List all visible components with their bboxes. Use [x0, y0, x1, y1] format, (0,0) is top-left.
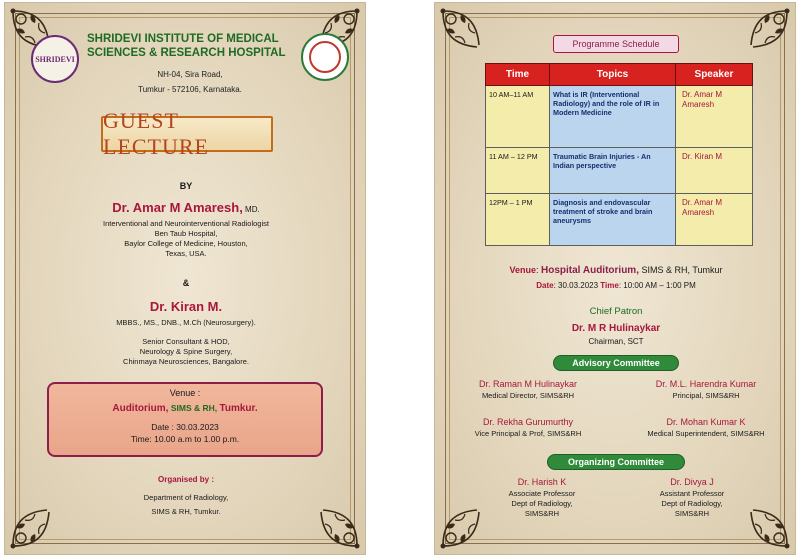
- speaker-description: [55, 219, 317, 260]
- schedule-speaker: Dr. Kiran M: [676, 148, 753, 194]
- table-row: [486, 86, 753, 148]
- ornament-corner-icon: [437, 5, 485, 53]
- venue-name: Auditorium,: [112, 403, 169, 414]
- schedule-table: [485, 63, 753, 246]
- member-role-line: SIMS&RH: [524, 508, 560, 518]
- page-title: GUEST LECTURE: [103, 108, 209, 159]
- invitation-page-right: [434, 2, 796, 555]
- time-label: Time: [600, 281, 619, 290]
- institute-name: SHRIDEVI INSTITUTE OF MEDICAL SCIENCES & RESEARCH HOSPITAL: [87, 33, 286, 59]
- event-venue: Venue: Hospital Auditorium, SIMS & RH, Tumkur: [509, 265, 723, 276]
- member-role-line: Associate Professor: [508, 489, 576, 498]
- venue-box: [47, 382, 323, 457]
- speaker-name: Dr. Kiran M.: [149, 299, 223, 314]
- committee-member: [621, 379, 791, 401]
- institute-logo: [31, 35, 79, 83]
- member-role: Medical Superintendent, SIMS&RH: [647, 429, 765, 438]
- schedule-speaker: Dr. Amar M Amaresh: [676, 194, 753, 246]
- schedule-topic: Diagnosis and endovascular treatment of stroke and brain aneurysms: [550, 194, 676, 246]
- event-datetime: [435, 281, 797, 290]
- venue-city: Tumkur.: [219, 403, 258, 414]
- advisory-committee-label: Advisory Committee: [553, 355, 679, 371]
- member-name: Dr. Rekha Gurumurthy: [482, 417, 574, 427]
- schedule-title: Programme Schedule: [553, 35, 679, 53]
- schedule-topic: Traumatic Brain Injuries - An Indian perspective: [550, 148, 676, 194]
- member-role: [457, 489, 627, 518]
- venue-place: Hospital Auditorium,: [541, 265, 639, 276]
- member-role: Principal, SIMS&RH: [672, 391, 740, 400]
- venue-org: SIMS & RH,: [168, 403, 220, 413]
- member-role: Vice Principal & Prof, SIMS&RH: [474, 429, 582, 438]
- chief-patron-title: Chairman, SCT: [588, 337, 644, 346]
- venue-place: [49, 403, 321, 414]
- speaker-description: [65, 337, 307, 367]
- member-name: Dr. Harish K: [517, 477, 567, 487]
- date-value: : 30.03.2023: [553, 281, 601, 290]
- member-role-line: Dept of Radiology,: [661, 498, 723, 508]
- time-value: : 10:00 AM – 1:00 PM: [618, 281, 696, 290]
- organiser: [5, 491, 367, 518]
- member-role: [607, 489, 777, 518]
- speaker-line: Senior Consultant & HOD,: [142, 337, 230, 346]
- committee-member: [443, 417, 613, 439]
- member-role: Medical Director, SIMS&RH: [481, 391, 575, 400]
- invitation-page-left: [4, 2, 366, 555]
- member-role-line: SIMS&RH: [674, 508, 710, 518]
- speaker-line: Interventional and Neurointerventional Radiologist: [103, 219, 269, 228]
- speaker-line: Neurology & Spine Surgery,: [139, 347, 233, 357]
- speaker-degree: MD.: [242, 205, 260, 214]
- committee-member: [607, 477, 777, 518]
- address-line: Tumkur - 572106, Karnataka.: [138, 85, 242, 95]
- member-role-line: Dept of Radiology,: [511, 498, 573, 508]
- address: [105, 67, 275, 97]
- member-role-line: Assistant Professor: [659, 489, 725, 498]
- venue-label: Venue :: [169, 388, 201, 398]
- schedule-topic: What is IR (Interventional Radiology) and the role of IR in Modern Medicine: [550, 86, 676, 148]
- speaker-line: Texas, USA.: [165, 249, 207, 259]
- committee-member: [457, 477, 627, 518]
- address-line: NH-04, Sira Road,: [157, 70, 223, 79]
- venue-rest: SIMS & RH, Tumkur: [638, 265, 723, 275]
- venue-date: Date : 30.03.2023: [151, 422, 219, 432]
- table-header-row: [486, 64, 753, 86]
- schedule-time: 10 AM–11 AM: [486, 86, 550, 148]
- chief-patron-name: Dr. M R Hulinaykar: [571, 323, 661, 334]
- speaker-qualifications: MBBS., MS., DNB., M.Ch (Neurosurgery).: [116, 318, 256, 327]
- column-header-speaker: Speaker: [676, 64, 753, 86]
- member-name: Dr. Divya J: [670, 477, 714, 487]
- speaker-line: Ben Taub Hospital,: [154, 229, 218, 239]
- committee-member: [621, 417, 791, 439]
- column-header-time: Time: [486, 64, 550, 86]
- organizing-committee-label: Organizing Committee: [547, 454, 685, 470]
- speaker-name: [5, 200, 367, 215]
- by-label: BY: [179, 181, 193, 191]
- committee-member: [443, 379, 613, 401]
- venue-time: Time: 10.00 a.m to 1.00 p.m.: [130, 434, 240, 444]
- logo-text: SHRIDEVI: [35, 54, 75, 64]
- schedule-speaker: Dr. Amar M Amaresh: [676, 86, 753, 148]
- column-header-topics: Topics: [550, 64, 676, 86]
- ampersand: &: [182, 278, 190, 288]
- member-name: Dr. Raman M Hulinaykar: [478, 379, 578, 389]
- table-row: [486, 194, 753, 246]
- schedule-time: 11 AM – 12 PM: [486, 148, 550, 194]
- speaker-name-text: Dr. Amar M Amaresh,: [112, 200, 243, 215]
- member-name: Dr. Mohan Kumar K: [666, 417, 746, 427]
- ornament-corner-icon: [745, 5, 793, 53]
- organised-by-label: Organised by :: [157, 475, 214, 484]
- organiser-line: SIMS & RH, Tumkur.: [151, 506, 221, 516]
- chief-patron-label: Chief Patron: [589, 306, 643, 317]
- table-row: [486, 148, 753, 194]
- speaker-line: Chinmaya Neurosciences, Bangalore.: [123, 357, 249, 367]
- title-banner: [101, 108, 273, 159]
- speaker-line: Baylor College of Medicine, Houston,: [124, 239, 248, 249]
- university-emblem: [301, 33, 349, 81]
- organiser-line: Department of Radiology,: [143, 493, 229, 502]
- date-label: Date: [536, 281, 554, 290]
- schedule-time: 12PM – 1 PM: [486, 194, 550, 246]
- venue-label: Venue: [509, 265, 536, 275]
- member-name: Dr. M.L. Harendra Kumar: [655, 379, 757, 389]
